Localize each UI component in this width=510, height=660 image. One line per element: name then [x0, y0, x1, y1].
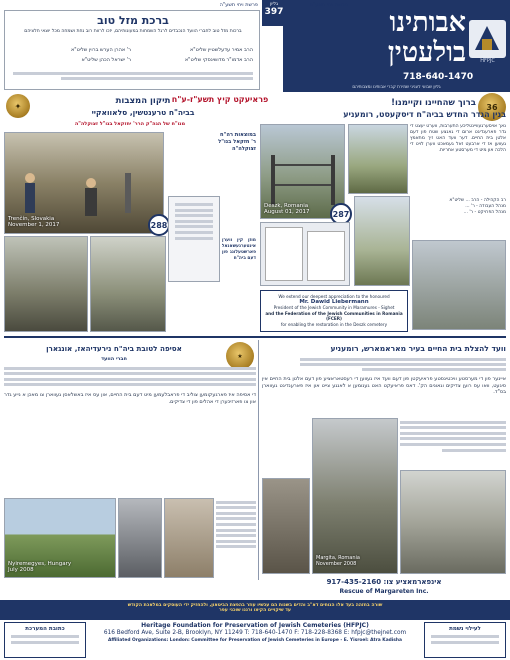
footer-org: [90, 622, 420, 643]
maramures-photo-stone: [262, 478, 310, 574]
badge-288: 288: [148, 214, 170, 236]
maramures-caption: Margita, Romania November 2008: [316, 555, 360, 567]
nyiregyhaza-side-text: [216, 498, 256, 578]
list-item: רב הקהילה - הרב ... שליט"א: [449, 198, 506, 203]
footer-corner-right-label: לעילוי נשמת: [449, 626, 481, 632]
trencin-side-title: במוצאות רה"ח ר' חזקאל בנו"ל זצוקלה"ה: [218, 132, 256, 152]
rescue-org-line: Rescue of Margareten Inc.: [339, 588, 429, 595]
footer-banner: [0, 600, 510, 620]
thanks-line: We extend our deepest appreciation to the honoured: [278, 294, 390, 299]
deszk-photo-fence: [354, 196, 410, 286]
maramures-photo-header: [300, 356, 506, 374]
list-item: מנהל הפרויקט - ר' ...: [463, 210, 506, 216]
thanks-federation: and the Federation of the Jewish Communities in Romania (FCER): [265, 310, 403, 322]
mazal-tov-title: ברכת מזל טוב: [97, 14, 169, 27]
mazal-tov-name-2: ר' אהרן הערש ברוין שליט"א: [70, 47, 131, 53]
right-story-body: נאך אויסערגעוויינטליכע התערבות, ווערט יעצט די גדר פארענדיגט ארום די גאנצע שטח פון דעם אלטן בית החיים. דער וועד האט זיך מתאמץ געווען אז די ארבעט זאל געמאכט ווערן לויט די הלכה און מיט די מערסטע אחריות.: [410, 124, 506, 154]
issue-line-right: פרשת ויחי תשע"ה: [309, 2, 348, 8]
mazal-tov-extra-lines: [13, 69, 253, 83]
nyiregyhaza-committee-list: [4, 364, 256, 390]
footer-org-name: Heritage Foundation for Preservation of Jewish Cemeteries (HFPJC): [141, 622, 369, 629]
mazal-tov-name-4: ר' ישראל הכהן שליט"א: [81, 57, 131, 63]
badge-287: 287: [330, 203, 352, 225]
seal-middle-left: ★: [226, 342, 254, 370]
footer-address-label: כתובת המערכת: [25, 626, 65, 632]
issue-number: 397: [264, 7, 284, 17]
masthead-title-line2: בולעטין: [387, 37, 466, 68]
deszk-photo-documents: [260, 222, 350, 286]
right-story-headline-top: ברוך שהחיינו וקיימנו!: [391, 98, 476, 108]
maramures-side-text: [400, 418, 506, 466]
seal-36: 36: [478, 93, 506, 121]
footer-corner-right: [424, 622, 506, 658]
masthead: [283, 0, 510, 92]
nyiregyhaza-body: די אסיפה איז פארגעקומען צוליב די פראבלעמען מיט דעם בית החיים, און עס איז באשלאסן געווארן צו מאכן א נייע גדר און צו פארזיכערן די אהלים פון די צדיקים.: [4, 392, 256, 405]
deszk-photo-cemetery: [348, 124, 408, 194]
nyiregyhaza-photo-stone: [164, 498, 214, 578]
masthead-subtitle: גליון שבועי לעניני שמירת קברי אבותינו ומצבותיהם: [352, 84, 441, 89]
trencin-photo-workers: [4, 132, 164, 234]
footer-affiliated: Affiliated Organizations: London: Committee for Preservation of Jewish Cemeteries in Europe - E. Yisroel: Atra Kadisha: [107, 638, 403, 643]
nyiregyhaza-caption: Nyiremegyes, Hungary July 2008: [8, 561, 72, 573]
footer-line2: עד שיקויים הקיצו ורננו שוכני עפר: [219, 608, 291, 613]
maramures-body: איינער פון די מערסטע וויכטיגסטע פראיעקטן פון דעם וועד איז געווען די רעסטאראציע פון דעם אלטן בית החיים אין סיגעט, וואו עס רוען צדיקים וגאונים הק'. דאס פראיעקט האט גענומען א לאנגע צייט און איז פארענדיגט געווארן בס"ד.: [262, 376, 506, 395]
right-story-headline: בנין הגדר החדש בביה"ח דיסקעסט, רומעניע: [343, 110, 506, 119]
thanks-tail: for enabling the restoration in the Deszk cemetery: [280, 321, 388, 327]
footer-line1: שורה בחזהה בעד אלו הנוחים דא"ב והדים בשנות הם עכשיו עוזר בהפצת הביטאון, ולהחזיק ידי העוסקים במלאכת הקודש: [127, 603, 383, 608]
left-story-subheadline: בביה"ח טרענטשין, סלאוואקיי: [91, 108, 195, 117]
trencin-photo-3: [90, 236, 166, 332]
mazal-tov-name-3: הרב אדמו"ר מדושינסקי שליט"א: [184, 57, 253, 63]
thanks-box: [260, 290, 408, 332]
left-story-headline: תיקון המצבות: [115, 96, 171, 106]
maramures-photo-graveyard: [312, 418, 398, 574]
issue-number-tab: [262, 0, 286, 26]
hfpjc-logo: [469, 20, 506, 58]
logo-caption: HFPJC: [480, 58, 495, 64]
section-divider: [4, 336, 506, 338]
nyiregyhaza-headline: אסיפה לטובת ביה"ח נירעדיהאז, אונגארן: [46, 344, 182, 353]
issue-line-left: פרשת ויחי תשע"ה: [219, 2, 258, 8]
nyiregyhaza-photo-landscape: [4, 498, 116, 578]
masthead-title-line1: אבותינו: [389, 7, 466, 38]
seal-left: ✦: [6, 94, 30, 118]
thanks-role: President of the Jewish Community in Maramures - Sighet: [273, 305, 395, 311]
mazal-tov-body: ברכות מזל טוב לחברי הוועד הנכבדים לרגל השמחות במעונותיהם, יזכו לרוות רוב נחת ושמחה מכל יוצאי חלציהם: [24, 29, 242, 34]
right-story-list: [410, 198, 506, 217]
nyiregyhaza-photo-people: [118, 498, 162, 578]
issue-label: גליון: [270, 2, 278, 7]
mazal-tov-box: [4, 10, 260, 90]
left-story-byline: מנו"ח של הגה"ק הרר' יחזקאל בנו"ל זצוקלה"ה: [74, 121, 186, 127]
thanks-name: Mr. Dawid Liebermann: [299, 299, 369, 306]
maramures-headline: וועד להצלת בית החיים בעיר מאראמארש, רומעניע: [330, 344, 506, 353]
list-item: מנהל העבודה - ר' ...: [465, 204, 506, 210]
trencin-photo-2: [4, 236, 88, 332]
trencin-side-body: מוזן קין ווערן אינטערנעשאנאל פארשטעלונג פון דעם ביה"ח: [222, 238, 256, 262]
maramures-photo-tomb: [400, 470, 506, 574]
column-divider: [258, 340, 259, 580]
nyiregyhaza-subhead: חברי הוועד: [101, 356, 127, 362]
masthead-phone: 718-640-1470: [403, 72, 474, 82]
mazal-tov-name-1: הרב אמיר עדעלשטיין שליט"א: [189, 47, 253, 53]
rescue-phone-line: 917-435-2160 :אינפארמאציע צו: [326, 578, 442, 586]
footer-address: 616 Bedford Ave, Suite 2-B, Brooklyn, NY 11249 T: 718-640-1470 F: 718-228-8368 E: hfpjc@thejnet.com: [103, 630, 407, 636]
deszk-side-photo: [412, 240, 506, 330]
deszk-caption: Deszk, Romania August 01, 2017: [264, 203, 310, 215]
footer-corner-left: [4, 622, 86, 658]
trencin-caption: Trenčín, Slovakia November 1, 2017: [8, 216, 60, 228]
logo-emblem-icon: [469, 20, 506, 58]
deszk-photo-gate: [260, 124, 345, 219]
trencin-photo-document: [168, 196, 220, 282]
project-season-label: פראיעקט קיץ תשע"ז-ע"ח: [171, 95, 269, 104]
